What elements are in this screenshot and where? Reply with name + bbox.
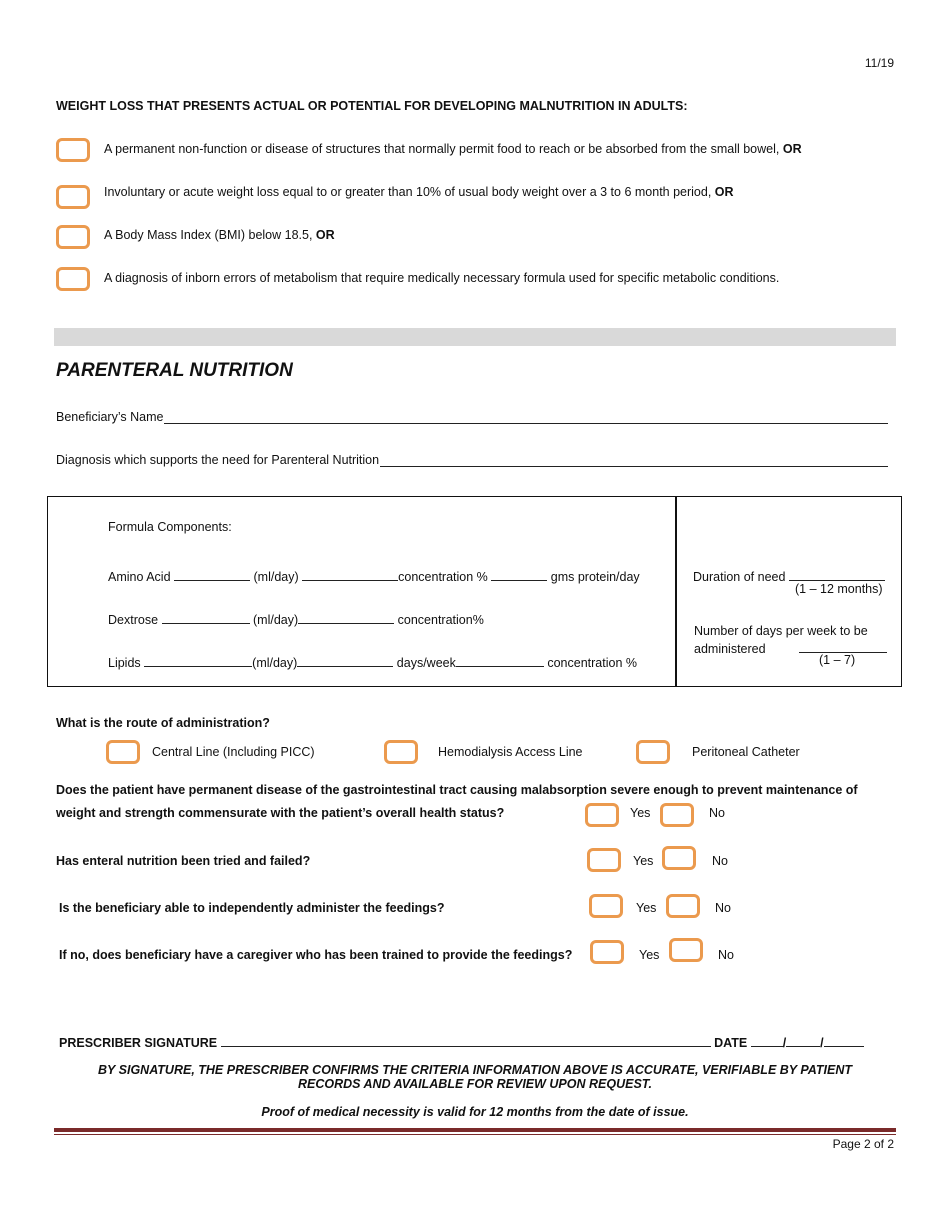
- lipids-row: Lipids (ml/day) days/week concentration %: [108, 653, 637, 670]
- route-option-peritoneal: Peritoneal Catheter: [692, 745, 800, 759]
- malnutrition-title: WEIGHT LOSS THAT PRESENTS ACTUAL OR POTENTIAL FOR DEVELOPING MALNUTRITION IN ADULTS:: [56, 99, 688, 113]
- lipids-ml-field[interactable]: [144, 653, 252, 667]
- amino-acid-protein-field[interactable]: [491, 567, 547, 581]
- malnutrition-item-3: A Body Mass Index (BMI) below 18.5, OR: [104, 228, 335, 242]
- route-option-central-line: Central Line (Including PICC): [152, 745, 315, 759]
- checkbox-hemodialysis[interactable]: [384, 740, 418, 764]
- date-month-field[interactable]: [751, 1033, 783, 1047]
- signature-row: PRESCRIBER SIGNATURE DATE / /: [59, 1033, 864, 1050]
- page-code: 11/19: [864, 56, 894, 70]
- checkbox-malnutrition-1[interactable]: [56, 138, 90, 162]
- page-label: Page 2 of 2: [832, 1137, 894, 1151]
- q2-no-label: No: [712, 854, 728, 868]
- checkbox-q2-no[interactable]: [662, 846, 696, 870]
- days-per-week-label-1: Number of days per week to be: [694, 624, 868, 638]
- beneficiary-name-label: Beneficiary’s Name: [56, 410, 164, 424]
- days-per-week-field[interactable]: [799, 639, 887, 653]
- diagnosis-label: Diagnosis which supports the need for Parenteral Nutrition: [56, 453, 380, 467]
- lipids-days-field[interactable]: [297, 653, 393, 667]
- diagnosis-field[interactable]: [380, 453, 888, 467]
- days-per-week-range: (1 – 7): [819, 653, 856, 667]
- amino-acid-concentration-field[interactable]: [302, 567, 398, 581]
- parenteral-title: PARENTERAL NUTRITION: [56, 360, 293, 381]
- route-option-hemodialysis: Hemodialysis Access Line: [438, 745, 583, 759]
- q4-yes-label: Yes: [639, 948, 660, 962]
- checkbox-q1-yes[interactable]: [585, 803, 619, 827]
- date-year-field[interactable]: [824, 1033, 864, 1047]
- validity-note: Proof of medical necessity is valid for 12 months from the date of issue.: [261, 1105, 689, 1119]
- checkbox-peritoneal[interactable]: [636, 740, 670, 764]
- dextrose-row: Dextrose (ml/day) concentration%: [108, 610, 484, 627]
- checkbox-q3-no[interactable]: [666, 894, 700, 918]
- signature-label: PRESCRIBER SIGNATURE: [59, 1036, 218, 1050]
- q1-no-label: No: [709, 806, 725, 820]
- formula-table-divider: [675, 496, 677, 687]
- checkbox-malnutrition-2[interactable]: [56, 185, 90, 209]
- confirm-line-2: RECORDS AND AVAILABLE FOR REVIEW UPON REQUEST.: [298, 1077, 652, 1091]
- checkbox-q3-yes[interactable]: [589, 894, 623, 918]
- amino-acid-row: Amino Acid (ml/day) concentration % gms protein/day: [108, 567, 640, 584]
- route-question: What is the route of administration?: [56, 716, 270, 730]
- dextrose-concentration-field[interactable]: [298, 610, 394, 624]
- q3-no-label: No: [715, 901, 731, 915]
- date-label: DATE: [714, 1036, 748, 1050]
- signature-field[interactable]: [221, 1033, 711, 1047]
- footer-rule-thick: [54, 1128, 896, 1132]
- footer-rule-thin: [54, 1134, 896, 1135]
- question-self-administer: Is the beneficiary able to independently administer the feedings?: [59, 901, 445, 915]
- malnutrition-item-1: A permanent non-function or disease of structures that normally permit food to reach or be absorbed from the small bowel, OR: [104, 142, 802, 156]
- checkbox-q4-yes[interactable]: [590, 940, 624, 964]
- q2-yes-label: Yes: [633, 854, 654, 868]
- checkbox-q4-no[interactable]: [669, 938, 703, 962]
- checkbox-malnutrition-3[interactable]: [56, 225, 90, 249]
- q1-yes-label: Yes: [630, 806, 651, 820]
- duration-range: (1 – 12 months): [795, 582, 883, 596]
- checkbox-q2-yes[interactable]: [587, 848, 621, 872]
- duration-field[interactable]: [789, 567, 885, 581]
- malnutrition-item-2: Involuntary or acute weight loss equal to or greater than 10% of usual body weight over a 3 to 6 month period, OR: [104, 185, 734, 199]
- question-gi-disease-line1: Does the patient have permanent disease of the gastrointestinal tract causing malabsorption severe enough to prevent maintenance of: [56, 783, 858, 797]
- beneficiary-name-field[interactable]: [164, 410, 888, 424]
- beneficiary-name-row: [56, 410, 888, 424]
- malnutrition-item-4: A diagnosis of inborn errors of metabolism that require medically necessary formula used for specific metabolic conditions.: [104, 271, 780, 285]
- confirm-line-1: BY SIGNATURE, THE PRESCRIBER CONFIRMS THE CRITERIA INFORMATION ABOVE IS ACCURATE, VERIFIABLE BY PATIENT: [98, 1063, 852, 1077]
- question-enteral-failed: Has enteral nutrition been tried and failed?: [56, 854, 311, 868]
- checkbox-central-line[interactable]: [106, 740, 140, 764]
- q4-no-label: No: [718, 948, 734, 962]
- diagnosis-row: [56, 453, 888, 467]
- question-gi-disease-line2: weight and strength commensurate with the patient’s overall health status?: [56, 806, 505, 820]
- dextrose-ml-field[interactable]: [162, 610, 250, 624]
- checkbox-q1-no[interactable]: [660, 803, 694, 827]
- duration-row: Duration of need: [693, 567, 885, 584]
- q3-yes-label: Yes: [636, 901, 657, 915]
- days-per-week-row: administered: [694, 639, 887, 656]
- amino-acid-ml-field[interactable]: [174, 567, 250, 581]
- date-day-field[interactable]: [786, 1033, 820, 1047]
- formula-heading: Formula Components:: [108, 520, 232, 534]
- section-divider-band: [54, 328, 896, 346]
- lipids-concentration-field[interactable]: [456, 653, 544, 667]
- checkbox-malnutrition-4[interactable]: [56, 267, 90, 291]
- question-caregiver: If no, does beneficiary have a caregiver who has been trained to provide the feedings?: [59, 948, 573, 962]
